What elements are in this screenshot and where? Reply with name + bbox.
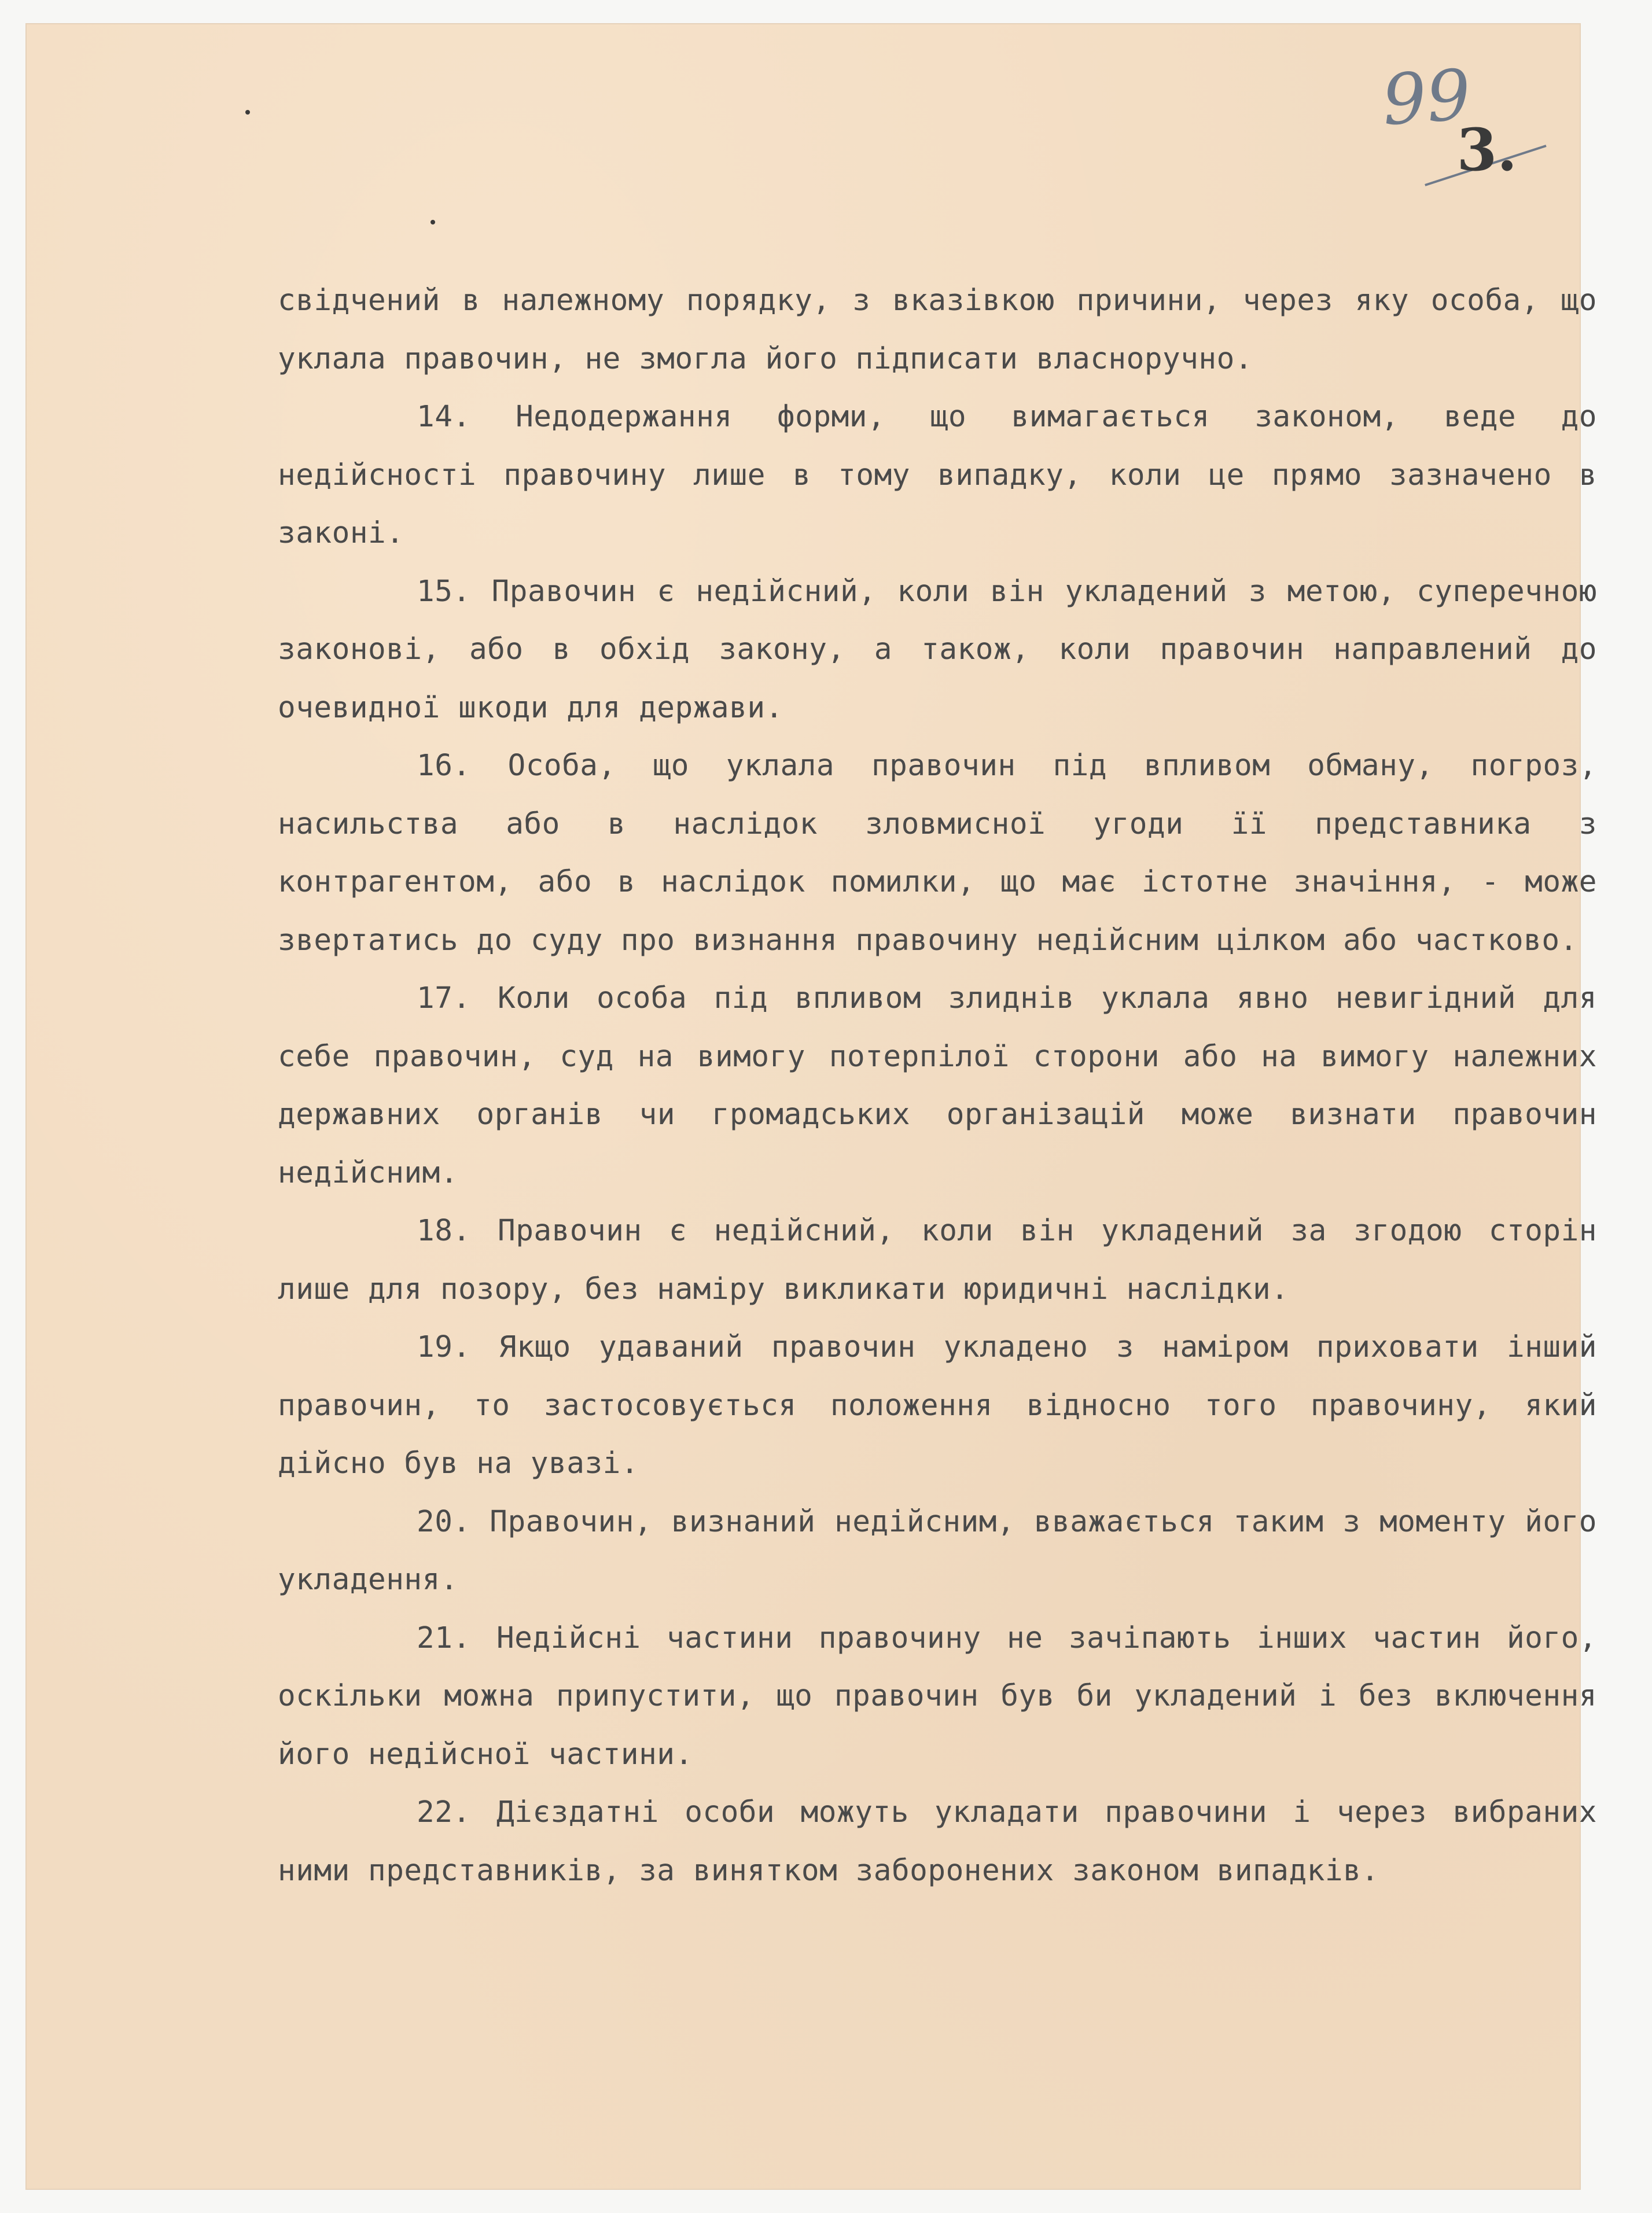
paragraph-15: 15. Правочин є недійсний, коли він укладений з метою, суперечною законові, або в обхід закону, а також, коли правочин направлений до очевидної шкоди для держави.: [278, 574, 1597, 725]
handwritten-folio-number: 99: [1379, 54, 1474, 142]
paragraph-18: 18. Правочин є недійсний, коли він укладений за згодою сторін лише для позору, без наміру викликати юридичні наслідки.: [278, 1214, 1597, 1306]
page-number: 3.: [1456, 116, 1517, 184]
ink-speck: [245, 110, 250, 115]
paragraph-21: 21. Недійсні частини правочину не зачіпають інших частин його, оскільки можна припустити, що правочин був би укладений і без включення його недійсної частини.: [278, 1621, 1597, 1772]
paragraph-14: 14. Недодержання форми, що вимагається законом, веде до недійсності правочину лише в тому випадку, коли це прямо зазначено в законі.: [278, 400, 1597, 550]
paragraph-17: 17. Коли особа під впливом злиднів уклала явно невигідний для себе правочин, суд на вимогу потерпілої сторони або на вимогу належних державних органів чи громадських організацій може визнати правочин недійсним.: [278, 981, 1597, 1190]
paragraph-20: 20. Правочин, визнаний недійсним, вважається таким з моменту його укладення.: [278, 1504, 1597, 1597]
paragraph-16: 16. Особа, що уклала правочин під впливом обману, погроз, насильства або в наслідок зловмисної угоди її представника з контрагентом, або в наслідок помилки, що має істотне значіння, - може звертатись до суду про визнання правочину недійсним цілком або частково.: [278, 749, 1597, 958]
paragraph: свідчений в належному порядку, з вказівкою причини, через яку особа, що уклала правочин, не змогла його підписати власноручно.: [278, 283, 1597, 376]
paragraph-19: 19. Якщо удаваний правочин укладено з наміром приховати інший правочин, то застосовується положення відносно того правочину, який дійсно був на увазі.: [278, 1330, 1597, 1481]
paragraph-22: 22. Дієздатні особи можуть укладати правочини і через вибраних ними представників, за винятком заборонених законом випадків.: [278, 1795, 1597, 1888]
body-text: [278, 272, 1597, 1900]
ink-speck: [431, 220, 435, 224]
document-page: [25, 23, 1597, 2190]
